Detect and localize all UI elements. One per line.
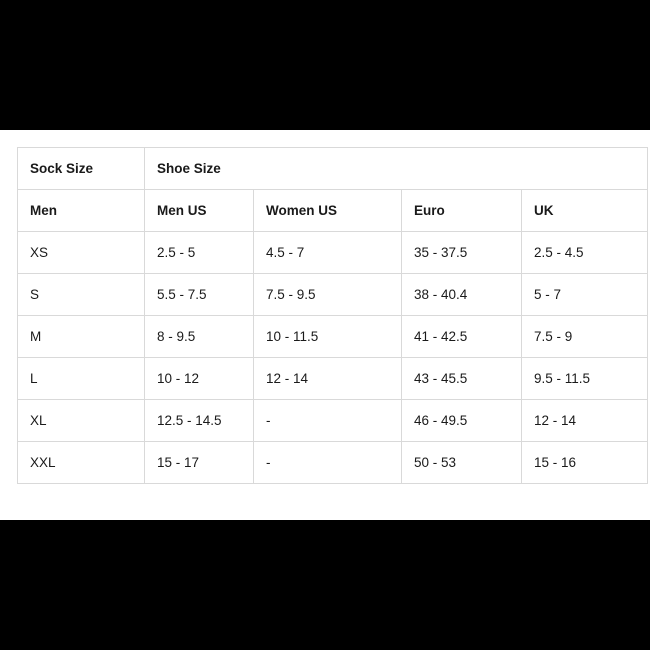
- table-row-columns: [18, 190, 648, 232]
- cell-uk: 12 - 14: [522, 400, 648, 442]
- cell-men-us: 8 - 9.5: [145, 316, 254, 358]
- cell-size-label: XS: [18, 232, 145, 274]
- cell-women-us: 10 - 11.5: [254, 316, 402, 358]
- cell-men-us: 12.5 - 14.5: [145, 400, 254, 442]
- column-header-men-us: Men US: [145, 190, 254, 232]
- cell-women-us: 12 - 14: [254, 358, 402, 400]
- column-header-women-us: Women US: [254, 190, 402, 232]
- cell-euro: 38 - 40.4: [402, 274, 522, 316]
- table-row: [18, 442, 648, 484]
- size-chart-sheet: [0, 130, 650, 520]
- cell-size-label: S: [18, 274, 145, 316]
- cell-men-us: 15 - 17: [145, 442, 254, 484]
- cell-euro: 43 - 45.5: [402, 358, 522, 400]
- cell-euro: 50 - 53: [402, 442, 522, 484]
- cell-men-us: 2.5 - 5: [145, 232, 254, 274]
- table-row: [18, 232, 648, 274]
- header-sock-size: Sock Size: [18, 148, 145, 190]
- cell-women-us: -: [254, 442, 402, 484]
- size-chart-table-wrapper: [17, 147, 650, 484]
- cell-size-label: XXL: [18, 442, 145, 484]
- cell-euro: 46 - 49.5: [402, 400, 522, 442]
- cell-size-label: L: [18, 358, 145, 400]
- header-shoe-size: Shoe Size: [145, 148, 648, 190]
- cell-size-label: M: [18, 316, 145, 358]
- cell-uk: 2.5 - 4.5: [522, 232, 648, 274]
- column-header-men: Men: [18, 190, 145, 232]
- cell-uk: 9.5 - 11.5: [522, 358, 648, 400]
- cell-uk: 7.5 - 9: [522, 316, 648, 358]
- cell-men-us: 5.5 - 7.5: [145, 274, 254, 316]
- cell-euro: 41 - 42.5: [402, 316, 522, 358]
- table-row: [18, 358, 648, 400]
- cell-size-label: XL: [18, 400, 145, 442]
- table-row: [18, 316, 648, 358]
- cell-uk: 15 - 16: [522, 442, 648, 484]
- column-header-uk: UK: [522, 190, 648, 232]
- table-row: [18, 400, 648, 442]
- table-row-title: [18, 148, 648, 190]
- cell-men-us: 10 - 12: [145, 358, 254, 400]
- cell-women-us: -: [254, 400, 402, 442]
- cell-uk: 5 - 7: [522, 274, 648, 316]
- column-header-euro: Euro: [402, 190, 522, 232]
- cell-women-us: 7.5 - 9.5: [254, 274, 402, 316]
- size-chart-table: [17, 147, 648, 484]
- cell-euro: 35 - 37.5: [402, 232, 522, 274]
- cell-women-us: 4.5 - 7: [254, 232, 402, 274]
- table-row: [18, 274, 648, 316]
